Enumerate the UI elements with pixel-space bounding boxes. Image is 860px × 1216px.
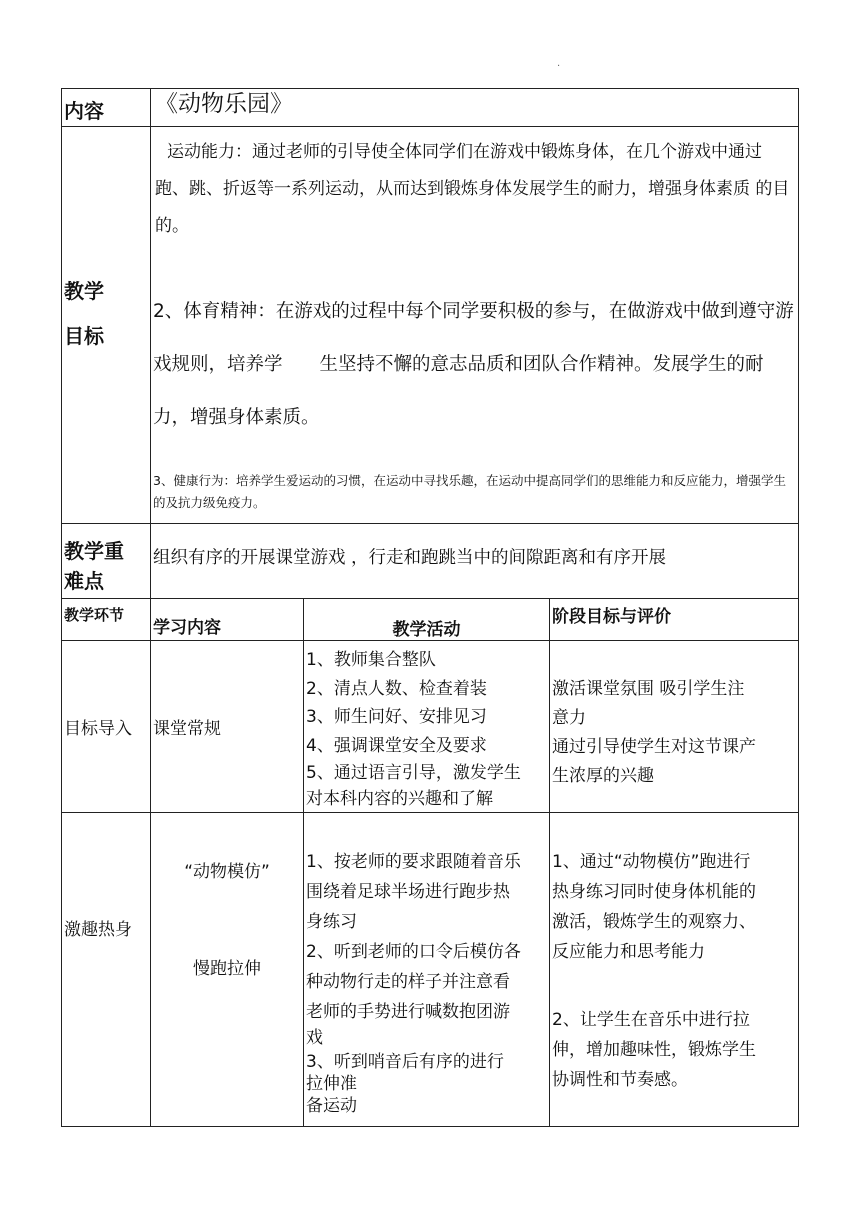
activity-line: 2、听到老师的口令后模仿各 <box>306 942 521 962</box>
goal-line: 通过引导使学生对这节课产 <box>552 737 756 757</box>
header-row <box>62 599 799 641</box>
content-label: 内容 <box>62 89 151 127</box>
activity-line: 4、强调课堂安全及要求 <box>306 735 487 756</box>
goal-line: 意力 <box>552 708 586 728</box>
lesson-plan-table <box>61 88 799 1127</box>
header-activity: 教学活动 <box>304 599 550 641</box>
content-cell: 课堂常规 <box>151 641 304 813</box>
objective-sports-spirit: 2、体育精神：在游戏的过程中每个同学要积极的参与，在做游戏中做到遵守游戏规则，培养学 生坚持不懈的意志品质和团队合作精神。发展学生的耐力，增强身体素质。 <box>153 301 794 428</box>
stage-cell: 激趣热身 <box>62 813 151 1127</box>
content-cell <box>151 813 304 1127</box>
goal-line: 激活课堂氛围 吸引学生注 <box>552 679 745 699</box>
activity-cell <box>304 641 550 813</box>
activity-line: 5、通过语言引导，激发学生 <box>306 763 521 783</box>
activity-line: 围绕着足球半场进行跑步热 <box>306 882 510 902</box>
table-row <box>62 641 799 813</box>
activity-line: 种动物行走的样子并注意看 <box>306 972 510 992</box>
activity-line: 1、教师集合整队 <box>306 650 436 670</box>
objectives-label-line1: 教学 <box>64 279 104 303</box>
lesson-title: 《动物乐园》 <box>151 89 799 127</box>
objectives-label-line2: 目标 <box>64 324 104 348</box>
content-animal-imitation: “动物模仿” <box>184 862 270 882</box>
goal-line: 2、让学生在音乐中进行拉 <box>552 1010 750 1030</box>
activity-line: 3、听到哨音后有序的进行 <box>306 1052 504 1072</box>
goal-line: 伸，增加趣味性，锻炼学生 <box>552 1040 756 1060</box>
objectives-content <box>151 127 799 524</box>
header-stage: 教学环节 <box>62 599 151 641</box>
key-points-label-cell <box>62 524 151 599</box>
table-row <box>62 813 799 1127</box>
objective-health-behavior: 3、健康行为：培养学生爱运动的习惯，在运动中寻找乐趣，在运动中提高同学们的思维能力和反应能力，增强学生的及抗力级免疫力。 <box>153 473 786 510</box>
goal-cell <box>550 813 799 1127</box>
objectives-label-cell <box>62 127 151 524</box>
activity-line: 老师的手势进行喊数抱团游 <box>306 1002 510 1022</box>
content-row <box>62 89 799 127</box>
activity-line: 对本科内容的兴趣和了解 <box>306 789 493 809</box>
key-points-label-line2: 难点 <box>64 569 104 593</box>
objective-motor-ability: 运动能力：通过老师的引导使全体同学们在游戏中锻炼身体，在几个游戏中通过跑、跳、折返等一系列运动，从而达到锻炼身体发展学生的耐力，增强身体素质 的目的。 <box>155 142 790 236</box>
goal-line: 反应能力和思考能力 <box>552 942 705 962</box>
goal-line: 热身练习同时使身体机能的 <box>552 882 756 902</box>
activity-line: 2、清点人数、检查着装 <box>306 678 487 699</box>
header-content: 学习内容 <box>151 599 304 641</box>
activity-line: 拉伸准 <box>306 1074 357 1094</box>
header-goal: 阶段目标与评价 <box>550 599 799 641</box>
stage-cell: 目标导入 <box>62 641 151 813</box>
activity-line: 1、按老师的要求跟随着音乐 <box>306 852 521 872</box>
activity-line: 身练习 <box>306 912 357 932</box>
goal-line: 生浓厚的兴趣 <box>552 766 654 786</box>
goal-line: 激活，锻炼学生的观察力、 <box>552 912 756 932</box>
key-points-label-line1: 教学重 <box>64 539 124 563</box>
activity-line: 3、师生问好、安排见习 <box>306 707 487 727</box>
activity-line: 备运动 <box>306 1096 357 1116</box>
page-mark: . <box>557 58 561 69</box>
goal-line: 协调性和节奏感。 <box>552 1070 688 1090</box>
activity-cell <box>304 813 550 1127</box>
key-points-text: 组织有序的开展课堂游戏 ，行走和跑跳当中的间隙距离和有序开展 <box>151 524 799 599</box>
goal-cell <box>550 641 799 813</box>
objectives-row <box>62 127 799 524</box>
activity-line: 戏 <box>306 1028 323 1048</box>
goal-line: 1、通过“动物模仿”跑进行 <box>552 852 751 872</box>
key-points-row <box>62 524 799 599</box>
content-jog-stretch: 慢跑拉伸 <box>193 959 261 979</box>
